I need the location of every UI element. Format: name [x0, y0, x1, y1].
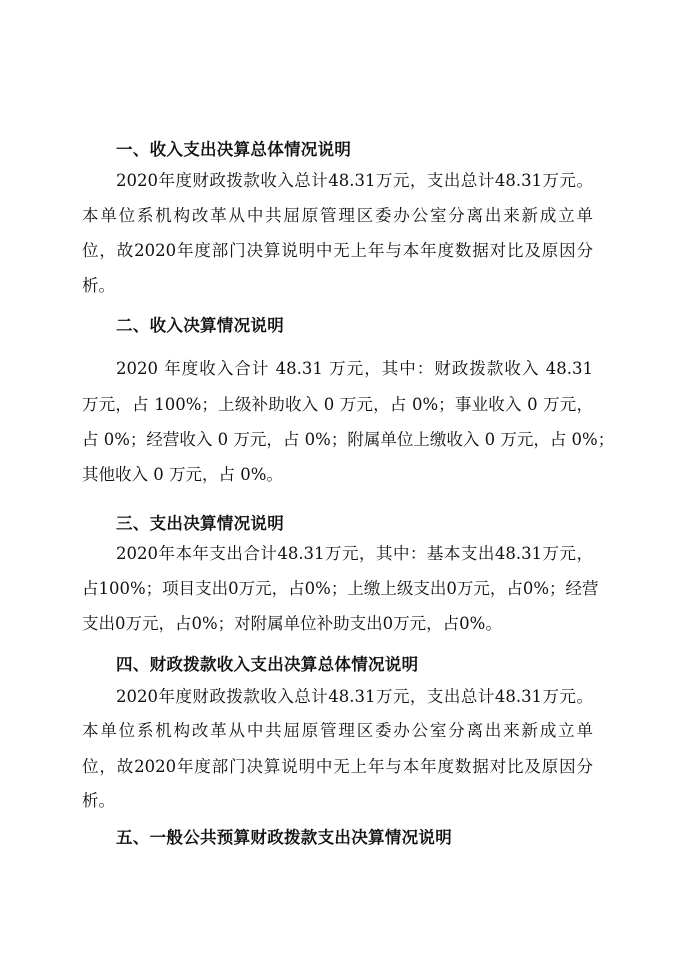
- section-heading-4: 四、财政拨款收入支出决算总体情况说明: [116, 655, 419, 674]
- paragraph-line: 支出0万元，占0%；对附属单位补助支出0万元，占0%。: [82, 614, 502, 633]
- paragraph-line: 万元，占 100%；上级补助收入 0 万元，占 0%；事业收入 0 万元，: [82, 395, 593, 414]
- paragraph-line: 占 0%；经营收入 0 万元，占 0%；附属单位上缴收入 0 万元，占 0%；: [82, 430, 615, 449]
- paragraph-line: 本单位系机构改革从中共屈原管理区委办公室分离出来新成立单: [82, 206, 593, 225]
- paragraph-line: 2020年度财政拨款收入总计48.31万元，支出总计48.31万元。: [116, 171, 593, 190]
- section-heading-1: 一、收入支出决算总体情况说明: [116, 140, 352, 159]
- section-heading-3: 三、支出决算情况说明: [116, 514, 284, 533]
- paragraph-line: 占100%；项目支出0万元，占0%；上缴上级支出0万元，占0%；经营: [82, 579, 599, 598]
- paragraph-line: 析。: [82, 791, 115, 810]
- section-heading-2: 二、收入决算情况说明: [116, 316, 284, 335]
- paragraph-line: 本单位系机构改革从中共屈原管理区委办公室分离出来新成立单: [82, 721, 593, 740]
- paragraph-line: 2020年本年支出合计48.31万元，其中：基本支出48.31万元，: [116, 544, 593, 563]
- paragraph-line: 2020年度财政拨款收入总计48.31万元，支出总计48.31万元。: [116, 687, 593, 706]
- paragraph-line: 位，故2020年度部门决算说明中无上年与本年度数据对比及原因分: [82, 757, 593, 776]
- paragraph-line: 其他收入 0 万元，占 0%。: [82, 465, 283, 484]
- paragraph-line: 析。: [82, 276, 115, 295]
- paragraph-line: 位，故2020年度部门决算说明中无上年与本年度数据对比及原因分: [82, 241, 593, 260]
- paragraph-line: 2020 年度收入合计 48.31 万元，其中：财政拨款收入 48.31: [116, 359, 593, 378]
- section-heading-5: 五、一般公共预算财政拨款支出决算情况说明: [116, 828, 452, 847]
